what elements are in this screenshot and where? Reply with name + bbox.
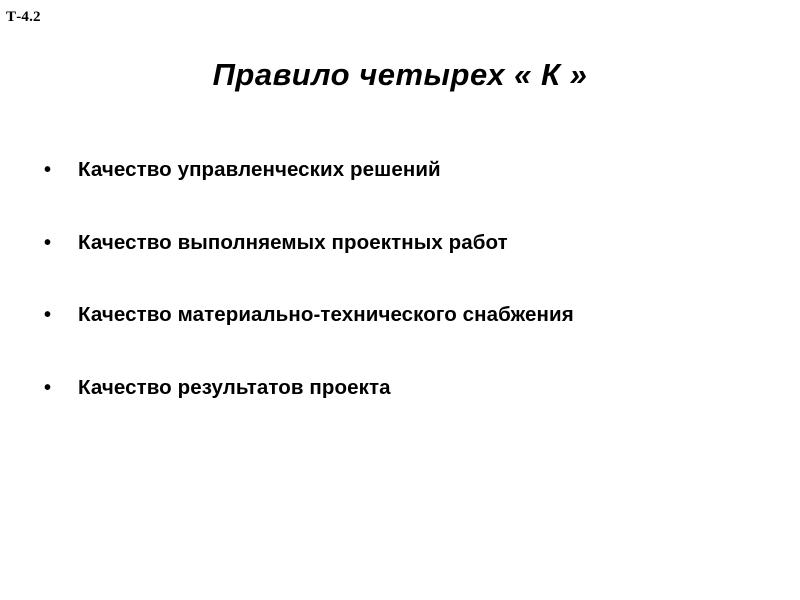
bullet-point-icon: • [44,159,52,181]
bullet-point-icon: • [44,231,52,254]
bullet-list [40,158,760,400]
bullet-point-icon: • [44,376,52,399]
bullet-point-icon: • [44,304,52,327]
list-item-label: Качество управленческих решений [78,158,441,181]
list-item-label: Качество результатов проекта [78,375,391,399]
page-title: Правило четырех « К » [212,57,588,92]
list-item-label: Качество выполняемых проектных работ [78,230,508,254]
list-item [40,303,760,328]
list-item [40,231,760,256]
list-item-label: Качество материально-технического снабжения [78,303,574,327]
list-item [40,376,760,401]
list-item [40,158,760,183]
slide-code-label: Т-4.2 [6,9,41,25]
